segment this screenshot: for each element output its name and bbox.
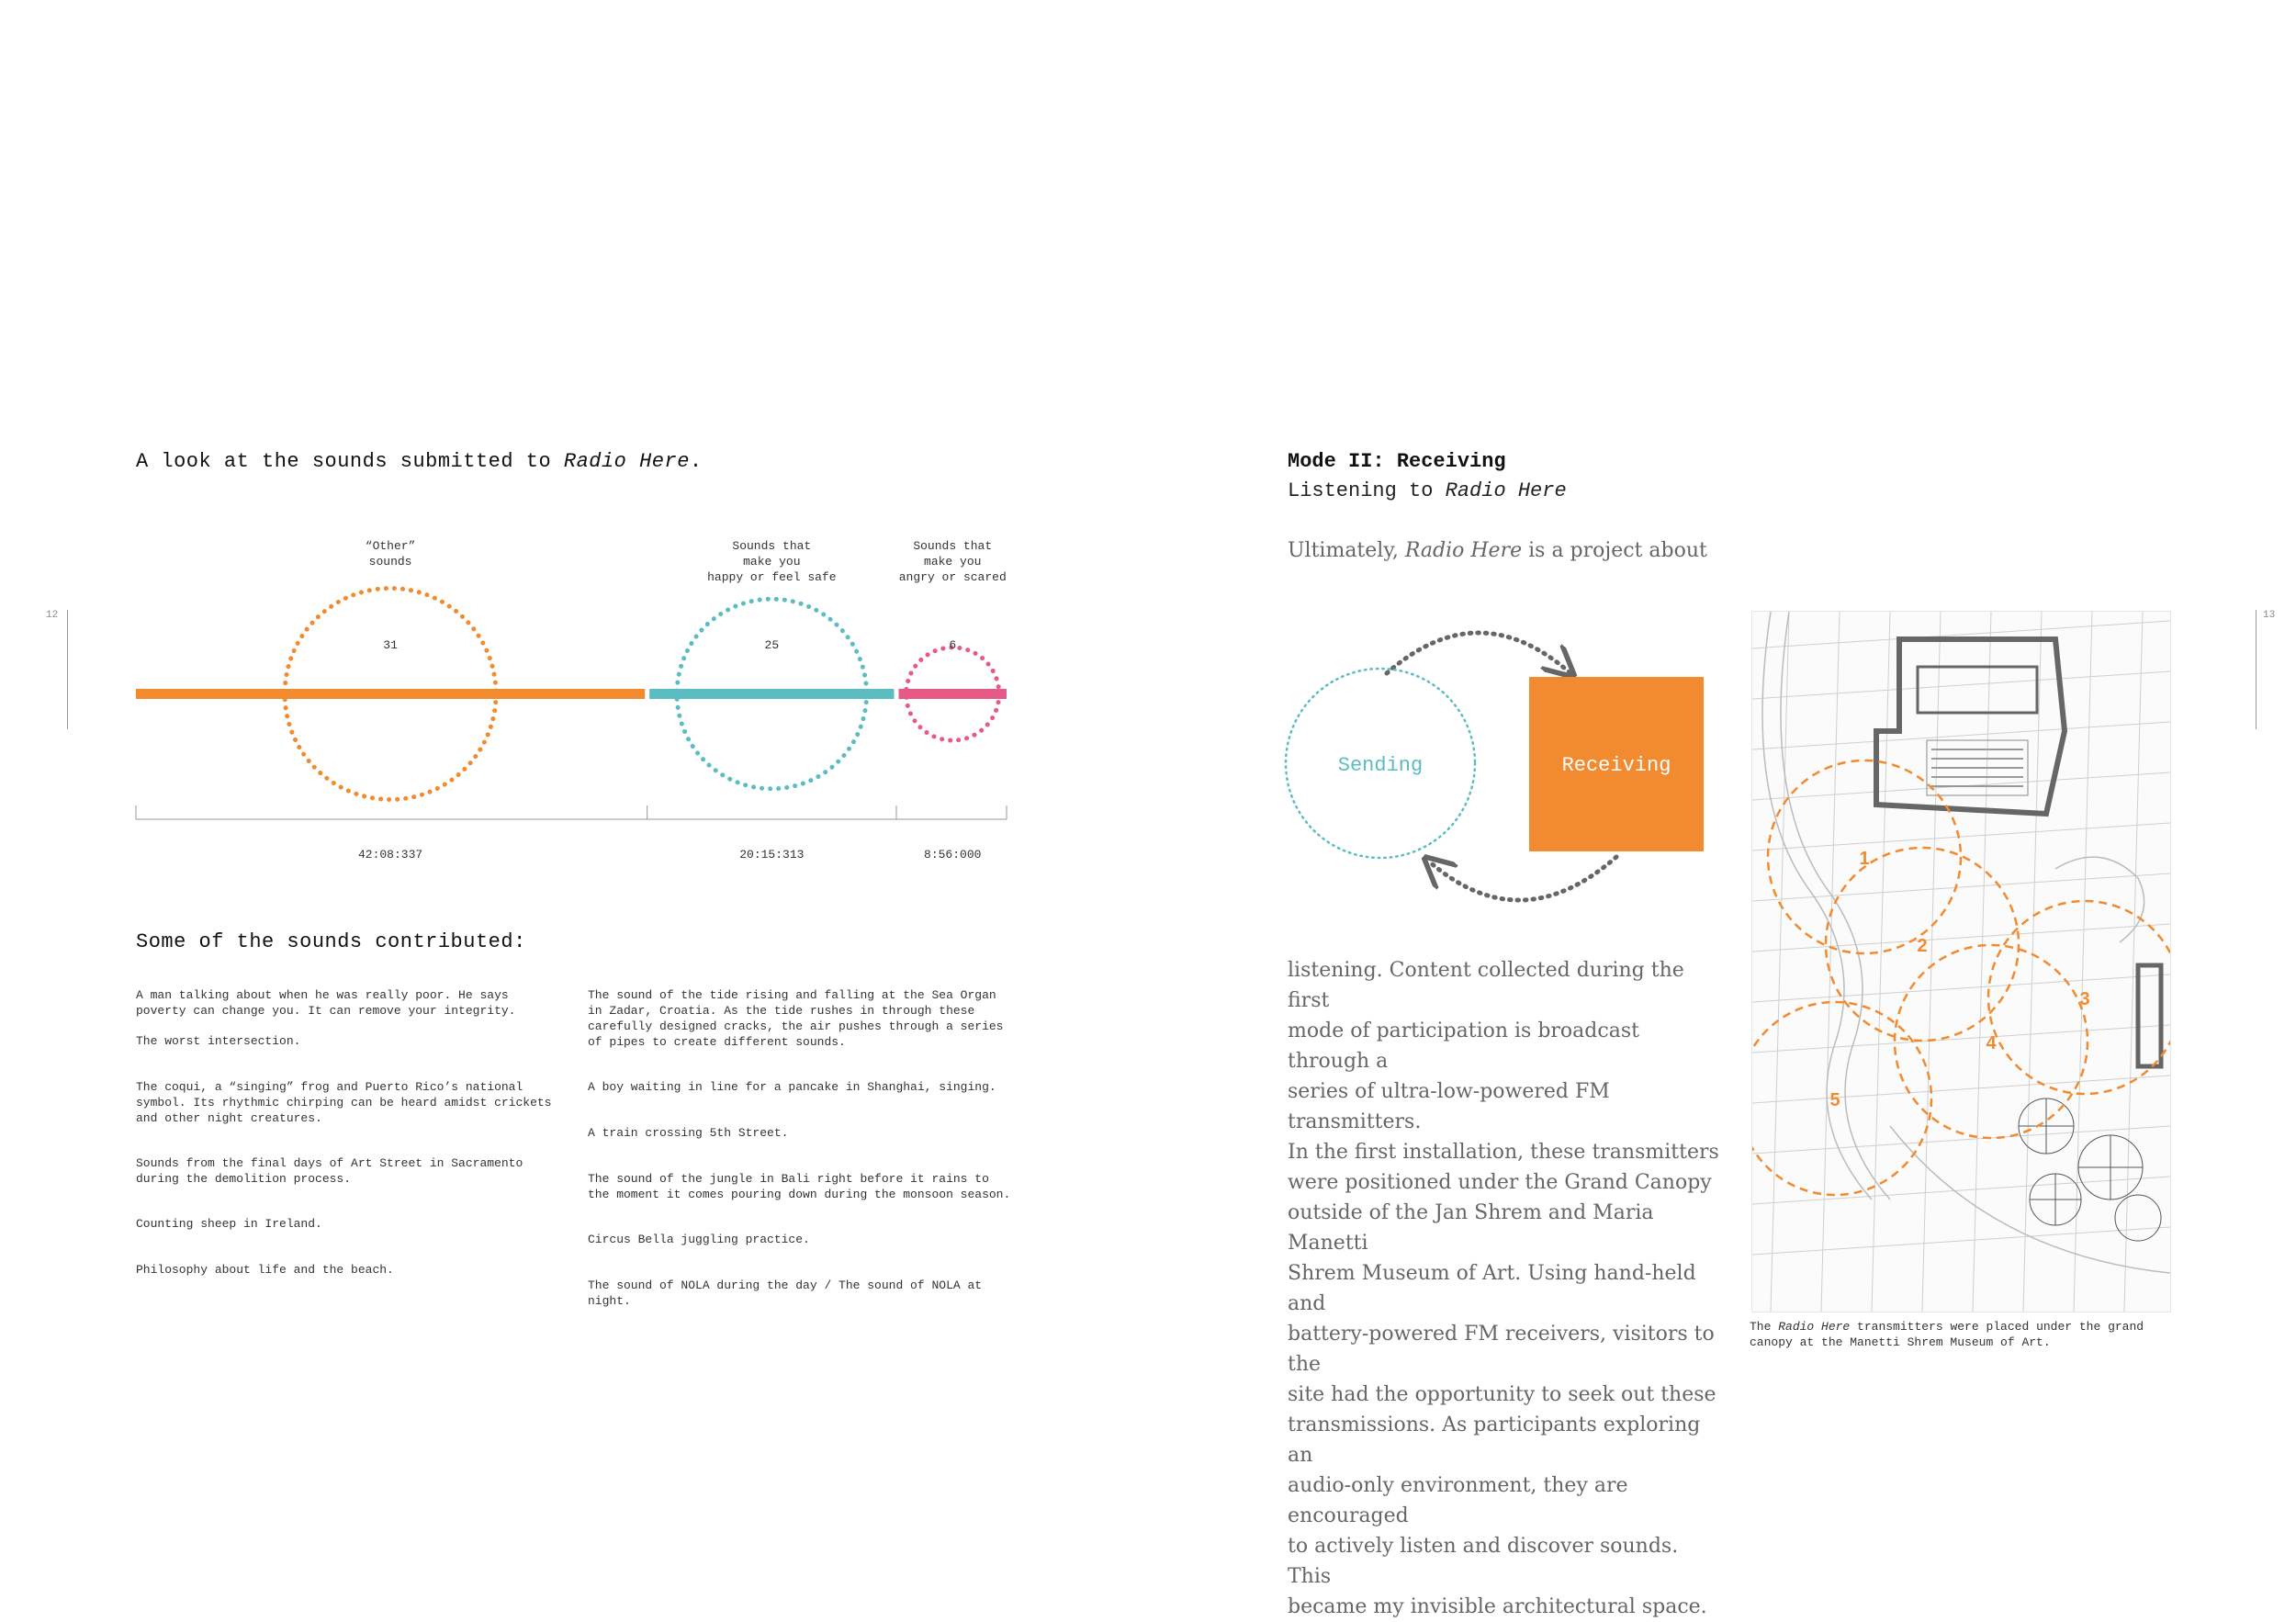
list-item: Counting sheep in Ireland. [136,1217,322,1231]
transmitter-number: 5 [1829,1090,1840,1110]
chart-bar [899,689,1007,699]
chart-category-label: make you [743,555,801,569]
mode-intro-prefix: Ultimately, [1288,539,1405,562]
send-receive-cycle-diagram [1281,602,1722,932]
mode-subtitle [1288,479,1567,502]
list-item: The sound of the jungle in Bali right before it rains to the moment it comes pouring down during the monsoon season. [588,1172,1011,1201]
chart-intro-suffix: . [689,450,703,473]
list-item: A train crossing 5th Street. [588,1126,789,1140]
chart-category-label: sounds [368,555,412,569]
chart-bar [136,689,645,699]
sending-label: Sending [1337,754,1424,777]
body-line: outside of the Jan Shrem and Maria Manetti [1288,1201,1654,1255]
chart-count-label: 25 [764,638,780,652]
cycle-arrow-bottom [1428,857,1616,900]
body-line: were positioned under the Grand Canopy [1288,1171,1712,1194]
page-rule-left [67,610,68,729]
body-line: to actively listen and discover sounds. This [1288,1535,1679,1588]
site-plan-map [1751,611,2171,1312]
caption-line2: canopy at the Manetti Shrem Museum of Art. [1750,1335,2051,1349]
body-line: series of ultra-low-powered FM transmitters. [1288,1080,1610,1133]
chart-intro-prefix: A look at the sounds submitted to [136,450,564,473]
transmitter-number: 2 [1917,936,1928,956]
transmitter-number: 1 [1859,849,1870,869]
list-item: The worst intersection. [136,1034,301,1048]
mode-intro [1288,535,1707,566]
museum-building [1876,639,2065,814]
mode-intro-suffix: is a project about [1522,539,1707,562]
page-number-left: 12 [46,610,59,621]
tree-symbols [2019,1098,2161,1241]
chart-bar [649,689,894,699]
mode-subtitle-italic: Radio Here [1445,479,1567,502]
body-line: battery-powered FM receivers, visitors to the [1288,1323,1715,1376]
chart-duration-label: 20:15:313 [739,848,805,862]
chart-category-label: angry or scared [898,570,1007,584]
list-item: Sounds from the final days of Art Street in Sacramento during the demolition process. [136,1156,523,1186]
page-rule-right [2256,610,2257,729]
contributed-list-left [136,987,563,1290]
chart-category-label: happy or feel safe [707,570,837,584]
contributed-list-right [588,987,1015,1308]
contributed-heading: Some of the sounds contributed: [136,930,526,953]
sounds-chart [129,533,1038,882]
page-number-right: 13 [2263,610,2276,621]
chart-category-label: Sounds that [732,539,812,553]
body-line: Shrem Museum of Art. Using hand-held and [1288,1262,1696,1315]
caption-italic: Radio Here [1778,1320,1851,1334]
chart-intro-italic: Radio Here [563,450,690,473]
list-item: A man talking about when he was really poor. He says poverty can change you. It can remove your integrity. [136,988,516,1018]
body-line: audio-only environment, they are encouraged [1288,1474,1628,1527]
body-line: In the first installation, these transmitters [1288,1141,1719,1164]
list-item: The coqui, a “singing” frog and Puerto Rico’s national symbol. Its rhythmic chirping can be heard amidst crickets and other night creatures. [136,1080,552,1125]
mode-title: Mode II: Receiving [1288,450,1506,473]
mode-intro-italic: Radio Here [1404,539,1523,562]
chart-category-label: “Other” [365,539,416,553]
chart-intro [136,450,703,473]
site-plan-drawing [1752,612,2170,1312]
mode-body [1288,955,1719,1622]
transmitter-number: 4 [1986,1033,1997,1053]
chart-count-label: 31 [383,638,398,652]
body-line: listening. Content collected during the first [1288,959,1684,1012]
list-item: The sound of the tide rising and falling at the Sea Organ in Zadar, Croatia. As the tide rushes in through these carefully designed cracks, the air pushes through a series of pipes to create different sounds. [588,988,1004,1049]
cycle-arrow-top [1387,633,1570,673]
chart-count-label: 6 [949,638,957,652]
caption-prefix: The [1750,1320,1779,1334]
receiving-label: Receiving [1561,754,1671,777]
transmitter-range-circle [1752,1002,1931,1195]
body-line: transmissions. As participants exploring an [1288,1414,1701,1467]
caption-line1-suffix: transmitters were placed under the grand [1850,1320,2144,1334]
chart-category-label: Sounds that [913,539,993,553]
body-line: site had the opportunity to seek out these [1288,1383,1716,1406]
list-item: The sound of NOLA during the day / The sound of NOLA at night. [588,1278,983,1308]
body-line: became my invisible architectural space. [1288,1595,1707,1618]
mode-subtitle-prefix: Listening to [1288,479,1446,502]
chart-duration-label: 8:56:000 [924,848,982,862]
body-line: mode of participation is broadcast through a [1288,1019,1639,1073]
list-item: Philosophy about life and the beach. [136,1263,394,1277]
map-caption [1750,1319,2181,1350]
chart-category-label: make you [924,555,982,569]
transmitter-number: 3 [2079,989,2090,1009]
list-item: A boy waiting in line for a pancake in Shanghai, singing. [588,1080,996,1094]
list-item: Circus Bella juggling practice. [588,1233,810,1246]
chart-duration-label: 42:08:337 [357,848,423,862]
